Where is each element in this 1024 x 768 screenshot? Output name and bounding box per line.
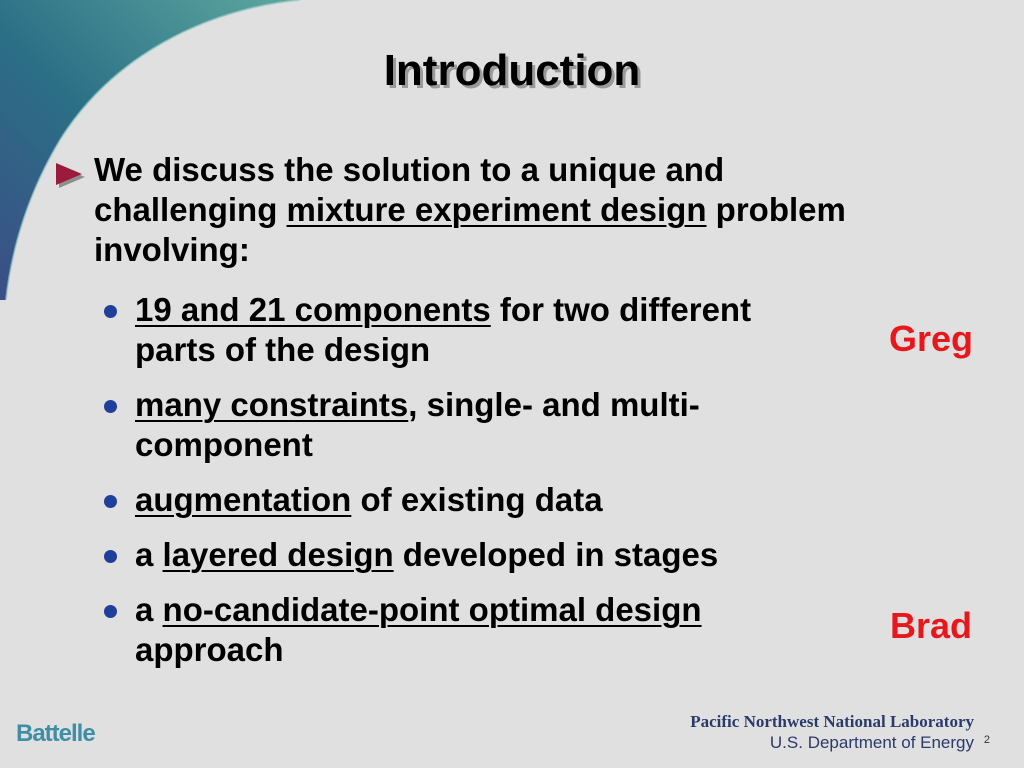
org-name: Pacific Northwest National Laboratory [690,712,974,731]
main-bullet-text: We discuss the solution to a unique and challenging mixture experiment design problem involving: [94,151,846,268]
round-bullet-icon [104,305,117,318]
speaker-label-greg: Greg [889,318,974,359]
battelle-logo: Battelle [16,720,95,747]
slide-title: Introduction [383,46,641,95]
speaker-label-brad: Brad [890,605,973,646]
main-bullet-underlined: mixture experiment design [286,191,707,228]
round-bullet-icon [104,550,117,563]
round-bullet-icon [104,495,117,508]
page-number: 2 [983,734,990,746]
arrow-bullet-icon [56,163,82,185]
department-name: U.S. Department of Energy [769,733,974,752]
round-bullet-icon [104,400,117,413]
round-bullet-icon [104,605,117,618]
pnnl-footer [690,712,974,754]
